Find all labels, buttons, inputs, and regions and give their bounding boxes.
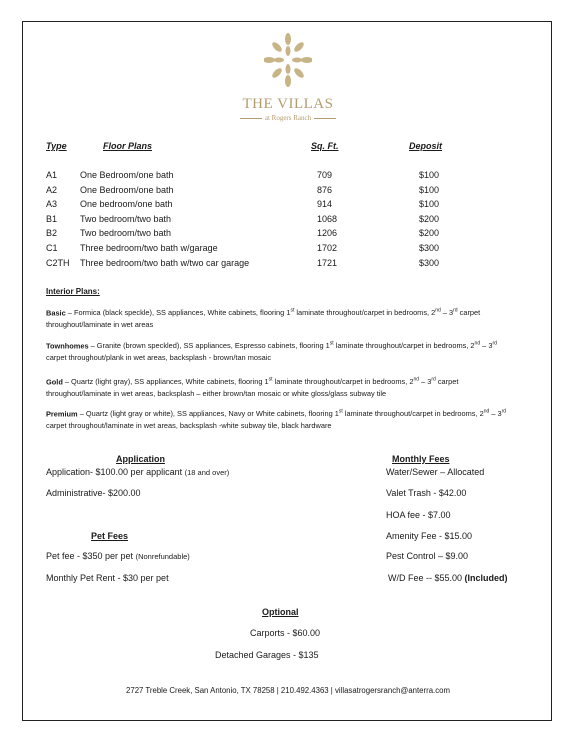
- cell-plan: One bedroom/one bath: [80, 199, 173, 209]
- cell-type: A1: [46, 170, 58, 180]
- fee-pest-control: Pest Control – $9.00: [386, 551, 469, 561]
- pet-fees-title: Pet Fees: [91, 531, 129, 541]
- cell-sqft: 1702: [317, 243, 338, 253]
- cell-plan: Two bedroom/two bath: [80, 228, 172, 238]
- fee-water-sewer: Water/Sewer – Allocated: [386, 467, 485, 477]
- brand-tagline: [0, 114, 576, 122]
- application-title: Application: [116, 454, 165, 464]
- cell-type: A2: [46, 185, 58, 195]
- cell-sqft: 1721: [317, 258, 338, 268]
- plan-townhomes: [46, 338, 516, 364]
- brand-name: THE VILLAS: [242, 96, 334, 112]
- cell-deposit: $300: [419, 258, 440, 268]
- plan-desc: – Granite (brown speckled), SS appliances, Espresso cabinets, flooring 1st laminate throughout/carpet in bedrooms, 2nd – 3rd carpet throughout/plank in wet areas, backsplash - brown/tan mosaic: [46, 341, 497, 363]
- tagline-text: at Rogers Ranch: [264, 114, 312, 122]
- plan-premium: [46, 406, 516, 432]
- pet-fee-text: Pet fee - $350 per pet: [46, 551, 134, 561]
- cell-plan: One Bedroom/one bath: [80, 185, 174, 195]
- plan-desc: – Quartz (light gray), SS appliances, White cabinets, flooring 1st laminate throughout/carpet in bedrooms, 2nd – 3rd carpet throughout/laminate in wet areas, backsplash – either brown/tan mosaic or white gloss/glass subway tile: [46, 377, 459, 399]
- fee-wd-text: W/D Fee -- $55.00: [388, 573, 463, 583]
- cell-deposit: $100: [419, 170, 440, 180]
- monthly-pet-rent: Monthly Pet Rent - $30 per pet: [46, 573, 169, 583]
- cell-sqft: 1206: [317, 228, 338, 238]
- cell-deposit: $100: [419, 185, 440, 195]
- plan-name: Premium: [46, 409, 78, 419]
- header-sqft: Sq. Ft.: [311, 141, 339, 151]
- cell-plan: Three bedroom/two bath w/two car garage: [80, 258, 250, 268]
- administrative-fee: Administrative- $200.00: [46, 488, 141, 498]
- plan-basic: [46, 305, 516, 331]
- cell-sqft: 1068: [317, 214, 338, 224]
- footer-contact: 2727 Treble Creek, San Antonio, TX 78258 | 210.492.4363 | villasatrogersranch@anterra.com: [126, 686, 450, 695]
- cell-sqft: 914: [317, 199, 333, 209]
- cell-type: C2TH: [46, 258, 70, 268]
- carports-fee: Carports - $60.00: [250, 628, 321, 638]
- cell-deposit: $200: [419, 214, 440, 224]
- leaf-emblem-icon: [264, 32, 312, 88]
- optional-title: Optional: [262, 607, 299, 617]
- application-fee-text: Application- $100.00 per applicant: [46, 467, 183, 477]
- fee-wd-note: (Included): [464, 573, 508, 583]
- plan-gold: [46, 374, 516, 400]
- fee-valet-trash: Valet Trash - $42.00: [386, 488, 467, 498]
- detached-garages-fee: Detached Garages - $135: [215, 650, 319, 660]
- cell-plan: Two bedroom/two bath: [80, 214, 172, 224]
- cell-sqft: 876: [317, 185, 333, 195]
- cell-type: A3: [46, 199, 58, 209]
- cell-deposit: $100: [419, 199, 440, 209]
- cell-deposit: $200: [419, 228, 440, 238]
- header-deposit: Deposit: [409, 141, 443, 151]
- pet-fee-note: (Nonrefundable): [135, 552, 190, 561]
- fee-wd: [388, 573, 508, 583]
- cell-plan: Three bedroom/two bath w/garage: [80, 243, 218, 253]
- fee-amenity: Amenity Fee - $15.00: [386, 531, 473, 541]
- cell-deposit: $300: [419, 243, 440, 253]
- cell-type: C1: [46, 243, 58, 253]
- application-fee: [46, 467, 229, 477]
- plan-desc: – Formica (black speckle), SS appliances, White cabinets, flooring 1st laminate throughout/carpet in bedrooms, 2nd – 3rd carpet throughout/laminate in wet areas: [46, 308, 481, 330]
- cell-type: B2: [46, 228, 58, 238]
- plan-name: Basic: [46, 308, 66, 318]
- cell-plan: One Bedroom/one bath: [80, 170, 174, 180]
- cell-type: B1: [46, 214, 58, 224]
- fee-hoa: HOA fee - $7.00: [386, 510, 451, 520]
- plan-desc: – Quartz (light gray or white), SS appliances, Navy or White cabinets, flooring 1st laminate throughout/carpet in bedrooms, 2nd – 3rd carpet throughout/laminate in wet areas, backsplash -white subway tile, black hardware: [46, 409, 507, 431]
- application-fee-note: (18 and over): [184, 468, 230, 477]
- interior-plans-title: Interior Plans:: [46, 287, 100, 296]
- plan-name: Townhomes: [46, 341, 89, 351]
- cell-sqft: 709: [317, 170, 333, 180]
- logo: [0, 32, 576, 88]
- plan-name: Gold: [46, 377, 63, 387]
- monthly-fees-title: Monthly Fees: [392, 454, 450, 464]
- header-floor-plans: Floor Plans: [103, 141, 153, 151]
- pet-fee: [46, 551, 190, 561]
- header-type: Type: [46, 141, 67, 151]
